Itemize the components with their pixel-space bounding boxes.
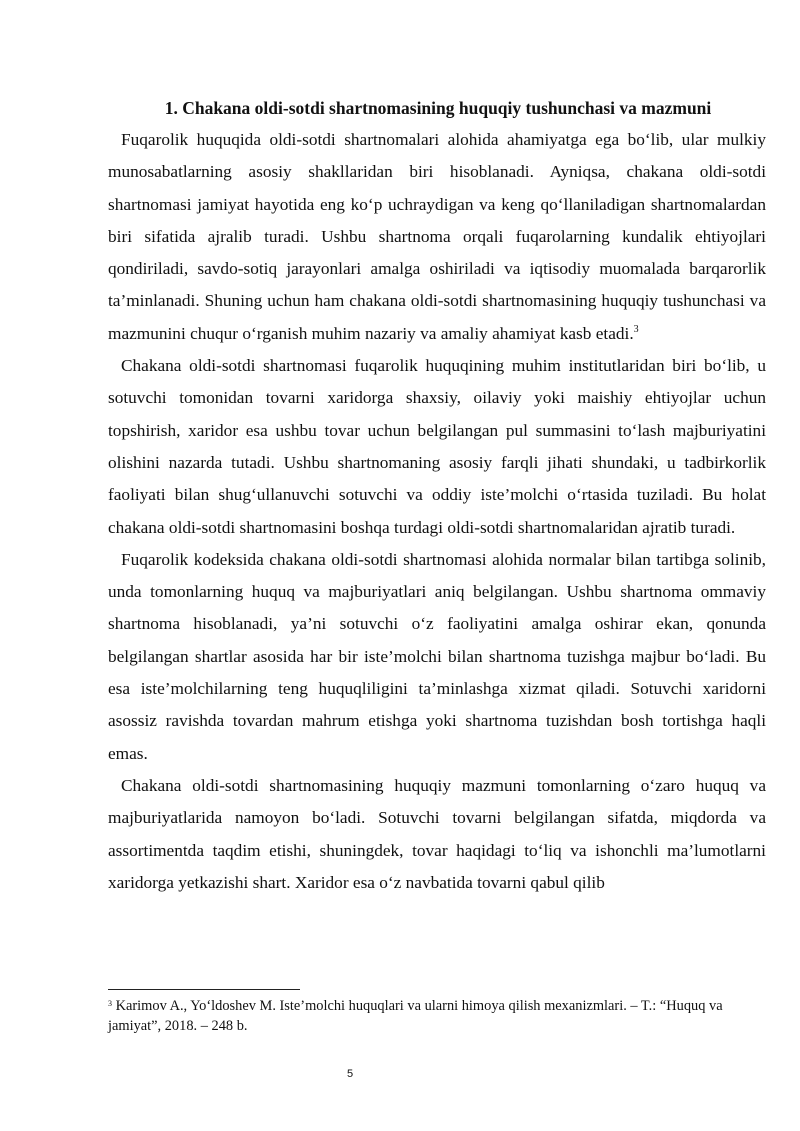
paragraph-2: Chakana oldi-sotdi shartnomasi fuqarolik huquqining muhim institutlaridan biri bo‘lib, u sotuvchi tomonidan tovarni xaridorga shaxsiy, oilaviy yoki maishiy ehtiyojlar uchun topshirish, xaridor esa ushbu tovar uchun belgilangan pul summasini to‘lash majburiyatini olishini nazarda tutadi. Ushbu shartnomaning asosiy farqli jihati shundaki, u tadbirkorlik faoliyati bilan shug‘ullanuvchi sotuvchi va oddiy iste’molchi o‘rtasida tuziladi. Bu holat chakana oldi-sotdi shartnomasini boshqa turdagi oldi-sotdi shartnomalaridan ajratib turadi. — [108, 356, 766, 537]
paragraph-3: Fuqarolik kodeksida chakana oldi-sotdi shartnomasi alohida normalar bilan tartibga solinib, unda tomonlarning huquq va majburiyatlari aniq belgilangan. Ushbu shartnoma ommaviy shartnoma hisoblanadi, ya’ni sotuvchi o‘z faoliyatini amalga oshirar ekan, qonunda belgilangan shartlar asosida har bir iste’molchi bilan shartnoma tuzishga majbur bo‘ladi. Bu esa iste’molchilarning teng huquqliligini ta’minlashga xizmat qiladi. Sotuvchi xaridorni asossiz ravishda tovardan mahrum etishga yoki shartnoma tuzishdan bosh tortishga haqli emas. — [108, 549, 766, 763]
body-text — [108, 124, 766, 899]
footnote — [108, 996, 766, 1036]
footnote-text: Karimov A., Yo‘ldoshev M. Iste’molchi huquqlari va ularni himoya qilish mexanizmlari. – T.: “Huquq va jamiyat”, 2018. – 248 b. — [108, 998, 723, 1034]
paragraph-1-text: Fuqarolik huquqida oldi-sotdi shartnomalari alohida ahamiyatga ega bo‘lib, ular mulkiy munosabatlarning asosiy shakllaridan biri hisoblanadi. Ayniqsa, chakana oldi-sotdi shartnomasi jamiyat hayotida eng ko‘p uchraydigan va keng qo‘llaniladigan shartnomalardan biri sifatida ajralib turadi. Ushbu shartnoma orqali fuqarolarning kundalik ehtiyojlari qondiriladi, savdo-sotiq jarayonlari amalga oshiriladi va iqtisodiy muomalada barqarorlik ta’minlanadi. Shuning uchun ham chakana oldi-sotdi shartnomasining huquqiy tushunchasi va mazmunini chuqur o‘rganish muhim nazariy va amaliy ahamiyat kasb etadi. — [108, 130, 766, 343]
section-heading: 1. Chakana oldi-sotdi shartnomasining huquqiy tushunchasi va mazmuni — [164, 98, 712, 118]
paragraph-1 — [108, 124, 766, 350]
footnote-mark: 3 — [108, 999, 112, 1008]
footnote-reference: 3 — [633, 323, 639, 335]
footnote-divider — [108, 989, 300, 990]
page-number: 5 — [346, 1068, 354, 1080]
paragraph-4: Chakana oldi-sotdi shartnomasining huquqiy mazmuni tomonlarning o‘zaro huquq va majburiyatlarida namoyon bo‘ladi. Sotuvchi tovarni belgilangan sifatda, miqdorda va assortimentda taqdim etishi, shuningdek, tovar haqidagi to‘liq va ishonchli ma’lumotlarni xaridorga yetkazishi shart. Xaridor esa o‘z navbatida tovarni qabul qilib — [108, 775, 766, 892]
